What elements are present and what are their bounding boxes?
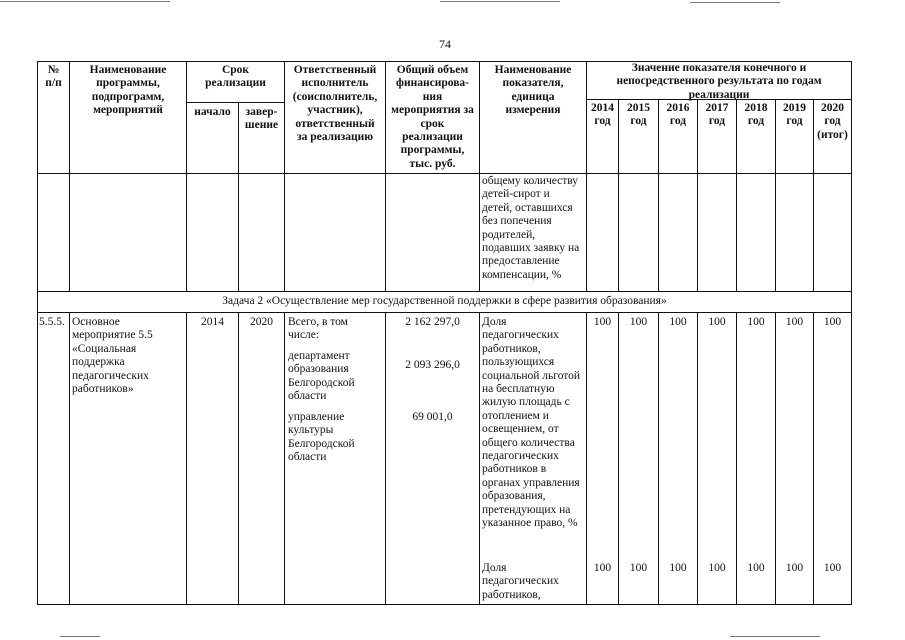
main-row-end: 2020: [250, 316, 273, 328]
value-2-2015: 100: [629, 562, 648, 574]
value-2-2020: 100: [823, 562, 842, 574]
scan-artifact-bottom-left: [60, 636, 100, 637]
col-border-2b: [186, 312, 187, 604]
task-row-bottom: [37, 312, 852, 313]
col-border-1b: [69, 312, 70, 604]
value-1-2017: 100: [708, 316, 726, 328]
continuation-indicator: общему количеству детей-сирот и детей, оставшихся без попечения родителей, подавших заявку на предоставление компенсации, %: [482, 175, 580, 281]
header-num: № п/п: [45, 64, 62, 90]
executor-culture-dept: управление культуры Белгородской области: [288, 411, 355, 464]
col-border-2a: [186, 61, 187, 291]
col-border-14: [851, 61, 852, 604]
header-year-2016: 2016 год: [666, 102, 690, 128]
col-border-8b: [618, 312, 619, 604]
main-row-name: Основное мероприятие 5.5 «Социальная поддержка педагогических работников»: [72, 316, 153, 396]
value-2-2016: 100: [669, 562, 687, 574]
header-period-end: завер- шение: [244, 106, 279, 132]
value-2-2014: 100: [593, 562, 612, 574]
col-border-9b: [658, 312, 659, 604]
header-period-start: начало: [194, 106, 231, 118]
col-border-11b: [736, 312, 737, 604]
header-executor: Ответственный исполнитель (соисполнитель, участник), ответственный за реализацию: [292, 64, 378, 144]
value-2-2019: 100: [785, 562, 804, 574]
col-border-10b: [697, 312, 698, 604]
amount-total: 2 162 297,0: [405, 316, 460, 328]
col-border-7b: [586, 312, 587, 604]
scan-artifact-top-right: [690, 2, 780, 3]
header-values-title: Значение показателя конечного и непосредственного результата по годам реализации: [616, 62, 822, 101]
col-border-6b: [479, 312, 480, 604]
indicator-2: Доля педагогических работников,: [482, 562, 559, 601]
header-funding: Общий объем финансирова- ния мероприятия за срок реализации программы, тыс. руб.: [391, 64, 474, 170]
header-year-2018: 2018 год: [744, 102, 768, 128]
main-row-num: 5.5.5.: [39, 316, 65, 328]
table-border-bottom: [37, 604, 852, 605]
col-border-3b: [238, 312, 239, 604]
indicator-1: Доля педагогических работников, пользующихся социальной льготой на бесплатную жилую площадь с отоплением и освещением, от общего количества педагогических работников в органах управления образования, претендующих на указанное право, %: [482, 316, 581, 530]
executor-total: Всего, в том числе:: [288, 316, 348, 342]
period-header-divider: [186, 102, 284, 103]
col-border-5b: [385, 312, 386, 604]
header-year-2015: 2015 год: [627, 102, 650, 128]
value-2-2017: 100: [708, 562, 726, 574]
value-2-2018: 100: [747, 562, 765, 574]
value-1-2020: 100: [823, 316, 842, 328]
header-year-2020: 2020 год (итог): [817, 102, 848, 141]
col-border-0: [37, 61, 38, 604]
value-1-2019: 100: [785, 316, 804, 328]
main-row-start: 2014: [201, 316, 224, 328]
scan-artifact-top-mid: [440, 1, 560, 2]
col-border-12b: [775, 312, 776, 604]
header-year-2019: 2019 год: [783, 102, 806, 128]
value-1-2016: 100: [669, 316, 687, 328]
col-border-4b: [284, 312, 285, 604]
continuation-row-bottom: [37, 291, 852, 292]
col-border-13b: [813, 312, 814, 604]
value-1-2014: 100: [593, 316, 612, 328]
scan-artifact-bottom-right: [730, 636, 820, 637]
header-year-2017: 2017 год: [705, 102, 729, 128]
executor-education-dept: департамент образования Белгородской области: [288, 350, 355, 403]
header-bottom-border: [37, 173, 852, 174]
header-year-2014: 2014 год: [591, 102, 614, 128]
value-1-2015: 100: [629, 316, 648, 328]
header-name: Наименование программы, подпрограмм, мероприятий: [89, 64, 167, 117]
task-row-text: Задача 2 «Осуществление мер государственной поддержки в сфере развития образования»: [222, 295, 667, 307]
amount-culture-dept: 69 001,0: [412, 411, 453, 423]
value-1-2018: 100: [747, 316, 765, 328]
scan-artifact-top-left: [0, 1, 170, 2]
amount-education-dept: 2 093 296,0: [405, 359, 460, 371]
page-number: 74: [439, 37, 451, 51]
header-period: Срок реализации: [205, 64, 266, 90]
header-indicator: Наименование показателя, единица измерения: [494, 64, 572, 117]
